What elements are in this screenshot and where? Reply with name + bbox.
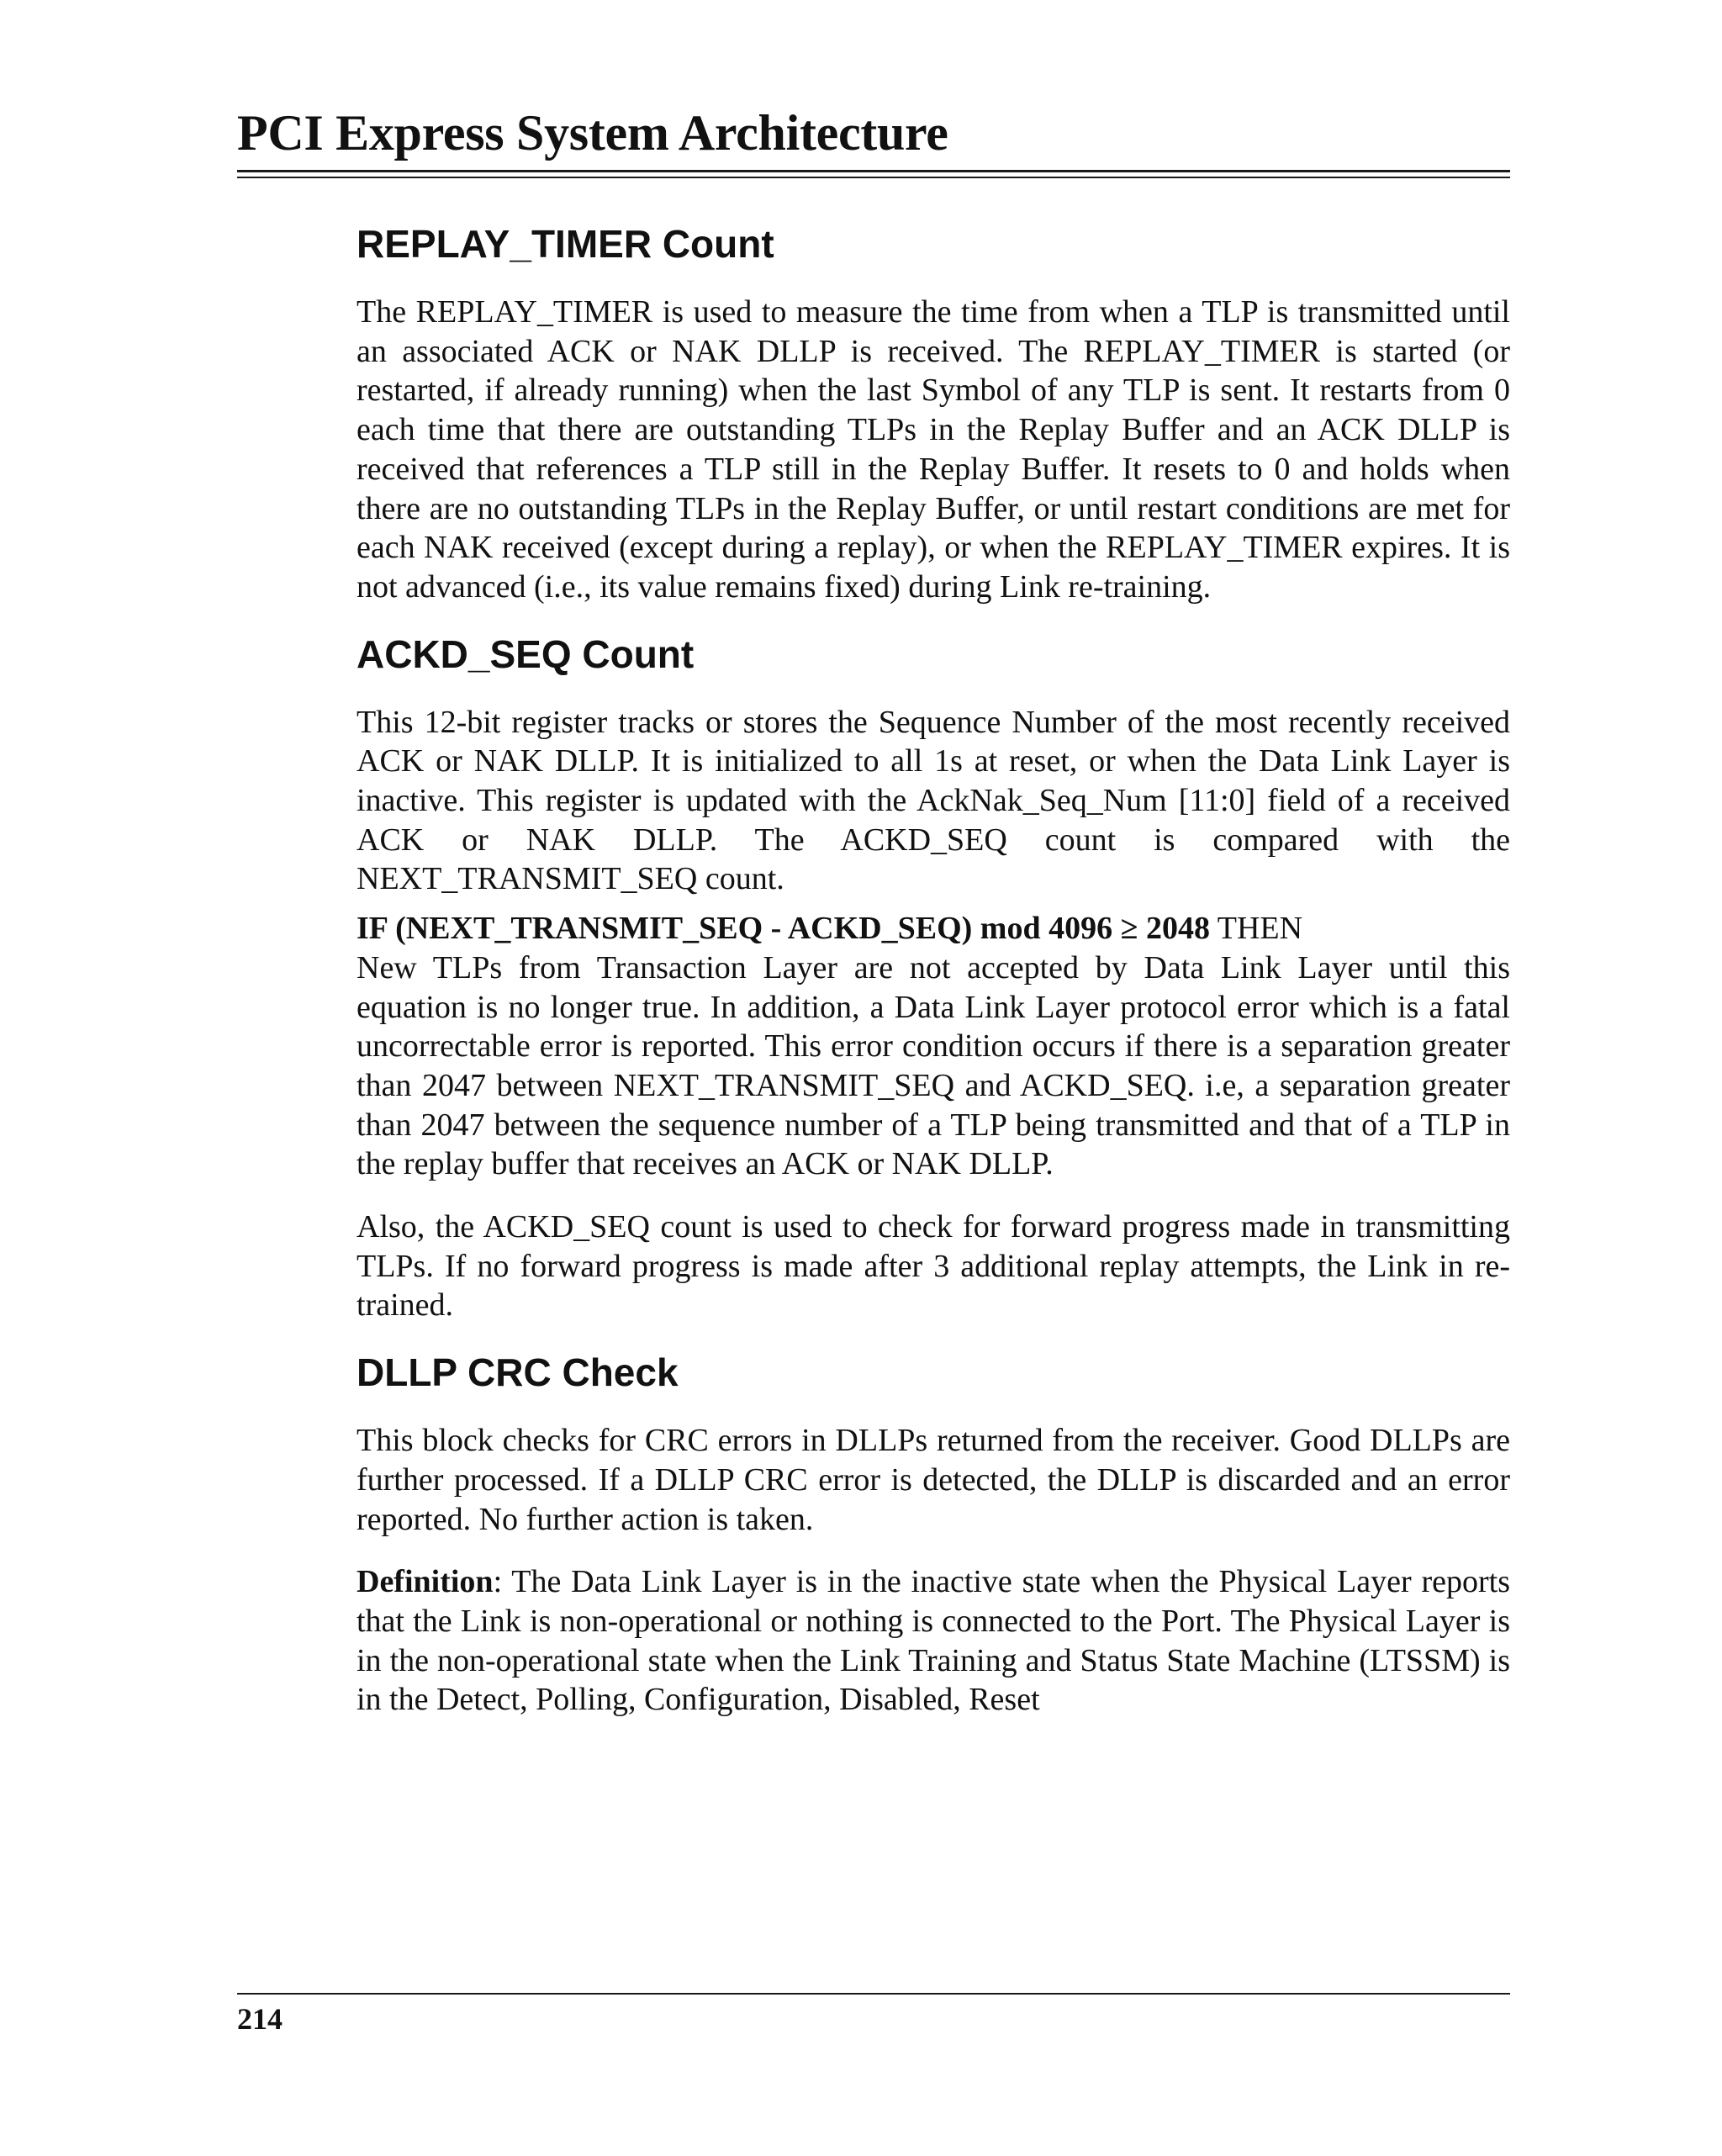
page-body — [357, 220, 1510, 1743]
definition-term: Definition — [357, 1564, 494, 1600]
condition-then: THEN — [1209, 911, 1303, 947]
definition-paragraph — [357, 1562, 1510, 1720]
ackd-seq-paragraph: This 12-bit register tracks or stores the Sequence Number of the most recently received ACK or NAK DLLP. It is initialized to all 1s at reset, or when the Data Link Layer is inactive. This register is updated with the AckNak_Seq_Num [11:0] field of a received ACK or NAK DLLP. The ACKD_SEQ count is compared with the NEXT_TRANSMIT_SEQ count. — [357, 704, 1510, 897]
running-head-title: PCI Express System Architecture — [237, 105, 948, 161]
forward-progress-paragraph: Also, the ACKD_SEQ count is used to check for forward progress made in transmitting TLPs. If no forward progress is made after 3 additional replay attempts, the Link in re-trained. — [357, 1209, 1510, 1324]
condition-explanation: New TLPs from Transaction Layer are not accepted by Data Link Layer until this equation is no longer true. In addition, a Data Link Layer protocol error which is a fatal uncorrectable error is reported. This error condition occurs if there is a separation greater than 2047 between NEXT_TRANSMIT_SEQ and ACKD_SEQ. i.e, a separation greater than 2047 between the sequence number of a TLP being transmitted and that of a TLP in the replay buffer that receives an ACK or NAK DLLP. — [357, 949, 1510, 1182]
condition-block — [357, 909, 1510, 1184]
header-double-rule — [237, 170, 1510, 178]
definition-text: : The Data Link Layer is in the inactive state when the Physical Layer reports that the Link is non-operational or nothing is connected to the Port. The Physical Layer is in the non-operational state when the Link Training and Status State Machine (LTSSM) is in the Detect, Polling, Configuration, Disabled, Reset — [357, 1564, 1510, 1718]
heading-dllp-crc: DLLP CRC Check — [357, 1350, 679, 1395]
page-number: 214 — [237, 2002, 283, 2036]
footer-rule — [237, 1993, 1510, 1995]
dllp-crc-paragraph: This block checks for CRC errors in DLLPs returned from the receiver. Good DLLPs are further processed. If a DLLP CRC error is detected, the DLLP is discarded and an error reported. No further action is taken. — [357, 1423, 1510, 1537]
condition-expression: IF (NEXT_TRANSMIT_SEQ - ACKD_SEQ) mod 4096 ≥ 2048 — [357, 911, 1210, 947]
heading-replay-timer: REPLAY_TIMER Count — [357, 222, 774, 266]
replay-timer-paragraph: The REPLAY_TIMER is used to measure the time from when a TLP is transmitted until an associated ACK or NAK DLLP is received. The REPLAY_TIMER is started (or restarted, if already running) when the last Symbol of any TLP is sent. It restarts from 0 each time that there are outstanding TLPs in the Replay Buffer and an ACK DLLP is received that references a TLP still in the Replay Buffer. It resets to 0 and holds when there are no outstanding TLPs in the Replay Buffer, or until restart conditions are met for each NAK received (except during a replay), or when the REPLAY_TIMER expires. It is not advanced (i.e., its value remains fixed) during Link re-training. — [357, 294, 1510, 605]
heading-ackd-seq: ACKD_SEQ Count — [357, 631, 695, 676]
